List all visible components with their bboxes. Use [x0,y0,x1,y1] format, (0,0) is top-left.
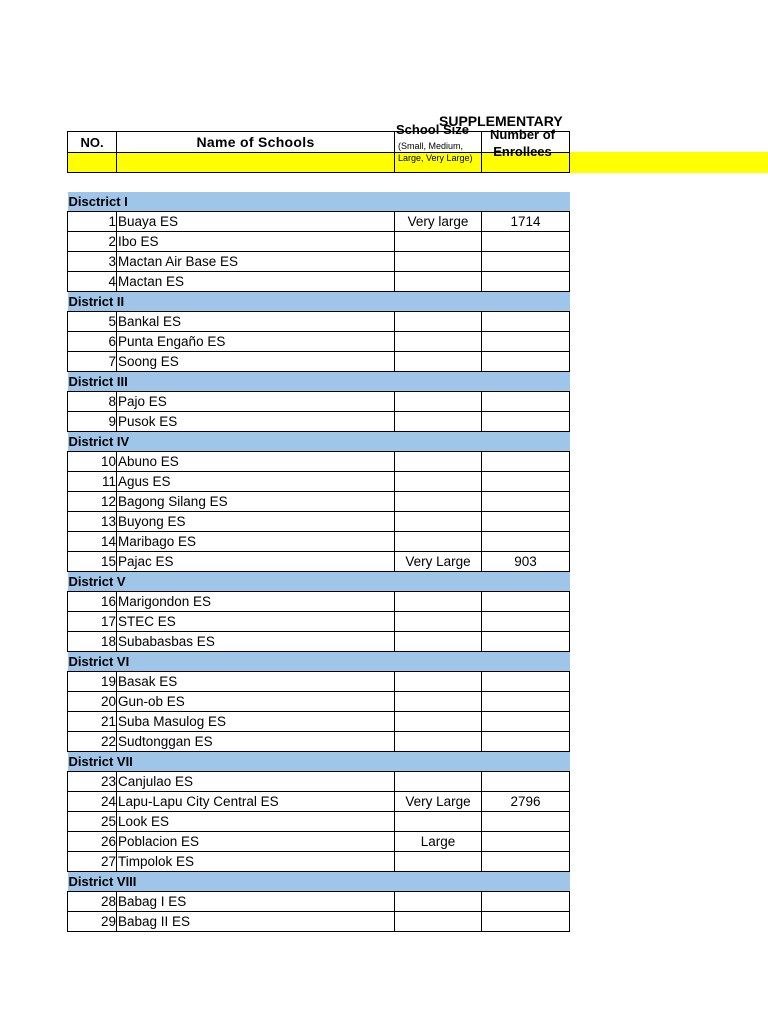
school-name-cell[interactable]: Mactan ES [117,272,395,292]
school-name-cell[interactable]: Babag II ES [117,912,395,932]
school-size-cell[interactable] [395,352,482,372]
size-hint-line1: (Small, Medium, [398,141,464,151]
school-name-cell[interactable]: Sudtonggan ES [117,732,395,752]
school-no-cell[interactable]: 26 [68,832,117,852]
table-row [68,772,570,792]
school-no-cell[interactable]: 14 [68,532,117,552]
school-size-cell[interactable] [395,452,482,472]
school-size-cell[interactable] [395,692,482,712]
header-school-size-label: School Size [396,122,469,137]
district-label[interactable]: District VI [68,652,570,672]
school-no-cell[interactable]: 16 [68,592,117,612]
table-row [68,512,570,532]
district-label[interactable]: District V [68,572,570,592]
table-row [68,672,570,692]
school-no-cell[interactable]: 29 [68,912,117,932]
school-enrollees-cell[interactable] [482,352,570,372]
school-size-cell[interactable] [395,912,482,932]
school-no-cell[interactable]: 21 [68,712,117,732]
school-enrollees-cell[interactable] [482,332,570,352]
school-name-cell[interactable]: Ibo ES [117,232,395,252]
header-no[interactable]: NO. [68,132,117,153]
school-no-cell[interactable]: 19 [68,672,117,692]
school-size-cell[interactable] [395,732,482,752]
table-row [68,232,570,252]
table-row [68,272,570,292]
school-enrollees-cell[interactable]: 903 [482,552,570,572]
school-no-cell[interactable]: 18 [68,632,117,652]
school-no-cell[interactable]: 6 [68,332,117,352]
school-size-cell[interactable] [395,712,482,732]
school-size-cell[interactable] [395,512,482,532]
table-row [68,732,570,752]
school-size-cell[interactable]: Very Large [395,552,482,572]
school-enrollees-cell[interactable] [482,412,570,432]
school-name-cell[interactable]: Suba Masulog ES [117,712,395,732]
school-enrollees-cell[interactable]: 1714 [482,212,570,232]
school-size-cell[interactable] [395,232,482,252]
school-enrollees-cell[interactable] [482,892,570,912]
table-row [68,392,570,412]
district-row [68,432,570,452]
school-enrollees-cell[interactable] [482,472,570,492]
table-row [68,492,570,512]
school-enrollees-cell[interactable] [482,272,570,292]
school-no-cell[interactable]: 5 [68,312,117,332]
table-row [68,352,570,372]
header-enrollees[interactable] [482,127,570,159]
school-enrollees-cell[interactable] [482,452,570,472]
school-no-cell[interactable]: 12 [68,492,117,512]
school-no-cell[interactable]: 11 [68,472,117,492]
school-name-cell[interactable]: Babag I ES [117,892,395,912]
district-row [68,652,570,672]
page-title: SUPPLEMENTARY [439,113,563,129]
school-no-cell[interactable]: 13 [68,512,117,532]
school-size-cell[interactable] [395,892,482,912]
table-row [68,632,570,652]
table-row [68,852,570,872]
school-enrollees-cell[interactable] [482,632,570,652]
school-enrollees-cell[interactable] [482,232,570,252]
school-name-cell[interactable]: Timpolok ES [117,852,395,872]
highlight-cell-name[interactable] [117,153,395,173]
district-label[interactable]: District II [68,292,570,312]
size-hint-line2: Large, Very Large) [398,153,473,163]
district-row [68,572,570,592]
header-enrollees-line1: Number of [490,127,555,142]
school-no-cell[interactable]: 8 [68,392,117,412]
highlight-cell-no[interactable] [68,153,117,173]
school-name-cell[interactable]: Agus ES [117,472,395,492]
school-no-cell[interactable]: 28 [68,892,117,912]
school-name-cell[interactable]: Mactan Air Base ES [117,252,395,272]
table-row [68,472,570,492]
district-label[interactable]: District III [68,372,570,392]
school-size-cell[interactable] [395,772,482,792]
district-row [68,372,570,392]
school-no-cell[interactable]: 25 [68,812,117,832]
school-no-cell[interactable]: 1 [68,212,117,232]
school-no-cell[interactable]: 10 [68,452,117,472]
district-row [68,292,570,312]
school-size-cell[interactable] [395,612,482,632]
school-size-cell[interactable] [395,252,482,272]
school-size-cell[interactable]: Very Large [395,792,482,812]
header-name-of-schools[interactable]: Name of Schools [117,132,395,153]
school-name-cell[interactable]: Bankal ES [117,312,395,332]
school-no-cell[interactable]: 22 [68,732,117,752]
table-row [68,892,570,912]
school-name-cell[interactable]: Maribago ES [117,532,395,552]
school-size-cell[interactable]: Very large [395,212,482,232]
school-no-cell[interactable]: 23 [68,772,117,792]
school-enrollees-cell[interactable] [482,592,570,612]
highlight-cell-size[interactable] [395,141,482,173]
school-size-cell[interactable] [395,492,482,512]
school-no-cell[interactable]: 17 [68,612,117,632]
school-size-cell[interactable] [395,312,482,332]
school-enrollees-cell[interactable] [482,712,570,732]
school-enrollees-cell[interactable] [482,732,570,752]
table-row [68,332,570,352]
school-name-cell[interactable]: Pusok ES [117,412,395,432]
school-no-cell[interactable]: 4 [68,272,117,292]
school-size-cell[interactable] [395,812,482,832]
school-name-cell[interactable]: Canjulao ES [117,772,395,792]
school-size-cell[interactable] [395,392,482,412]
school-name-cell[interactable]: Punta Engaño ES [117,332,395,352]
school-name-cell[interactable]: Marigondon ES [117,592,395,612]
school-no-cell[interactable]: 7 [68,352,117,372]
header-enrollees-label [490,126,555,160]
table-row [68,212,570,232]
school-size-cell[interactable] [395,412,482,432]
school-size-cell[interactable] [395,272,482,292]
school-name-cell[interactable]: STEC ES [117,612,395,632]
school-enrollees-cell[interactable] [482,852,570,872]
district-label[interactable]: District IV [68,432,570,452]
table-row [68,252,570,272]
school-name-cell[interactable]: Gun-ob ES [117,692,395,712]
table-row [68,712,570,732]
school-name-cell[interactable]: Basak ES [117,672,395,692]
table-row [68,612,570,632]
school-no-cell[interactable]: 3 [68,252,117,272]
school-enrollees-cell[interactable] [482,672,570,692]
table-row [68,912,570,932]
table-row [68,812,570,832]
school-name-cell[interactable]: Bagong Silang ES [117,492,395,512]
school-name-cell[interactable]: Subabasbas ES [117,632,395,652]
spacer-row [68,173,570,193]
school-name-cell[interactable]: Abuno ES [117,452,395,472]
school-name-cell[interactable]: Look ES [117,812,395,832]
school-enrollees-cell[interactable] [482,512,570,532]
table-row [68,592,570,612]
school-size-cell[interactable] [395,672,482,692]
school-no-cell[interactable]: 15 [68,552,117,572]
school-no-cell[interactable]: 2 [68,232,117,252]
schools-table [67,122,570,932]
school-enrollees-cell[interactable] [482,492,570,512]
school-size-cell[interactable] [395,532,482,552]
district-row [68,192,570,212]
table-row [68,452,570,472]
school-enrollees-cell[interactable]: 2796 [482,792,570,812]
school-enrollees-cell[interactable] [482,252,570,272]
table-row [68,312,570,332]
school-no-cell[interactable]: 27 [68,852,117,872]
school-enrollees-cell[interactable] [482,612,570,632]
school-name-cell[interactable]: Soong ES [117,352,395,372]
district-label[interactable]: District VIII [68,872,570,892]
table-row [68,792,570,812]
school-enrollees-cell[interactable] [482,812,570,832]
school-size-cell[interactable] [395,472,482,492]
school-name-cell[interactable]: Buyong ES [117,512,395,532]
school-enrollees-cell[interactable] [482,312,570,332]
school-name-cell[interactable]: Poblacion ES [117,832,395,852]
school-enrollees-cell[interactable] [482,392,570,412]
school-name-cell[interactable]: Pajo ES [117,392,395,412]
header-enrollees-line2: Enrollees [493,144,552,159]
school-size-cell[interactable] [395,632,482,652]
district-label[interactable]: Disctrict I [68,192,570,212]
table-row [68,532,570,552]
school-name-cell[interactable]: Pajac ES [117,552,395,572]
school-no-cell[interactable]: 20 [68,692,117,712]
table-row [68,832,570,852]
school-size-cell[interactable] [395,852,482,872]
school-name-cell[interactable]: Lapu-Lapu City Central ES [117,792,395,812]
school-enrollees-cell[interactable] [482,912,570,932]
school-size-cell[interactable] [395,592,482,612]
school-no-cell[interactable]: 9 [68,412,117,432]
table-row [68,552,570,572]
school-size-cell[interactable] [395,332,482,352]
district-row [68,752,570,772]
district-row [68,872,570,892]
school-size-cell[interactable]: Large [395,832,482,852]
table-row [68,412,570,432]
school-enrollees-cell[interactable] [482,692,570,712]
table-row [68,692,570,712]
school-enrollees-cell[interactable] [482,772,570,792]
school-name-cell[interactable]: Buaya ES [117,212,395,232]
school-enrollees-cell[interactable] [482,832,570,852]
school-enrollees-cell[interactable] [482,532,570,552]
header-school-size-hint [398,140,473,164]
header-row [68,132,570,153]
school-no-cell[interactable]: 24 [68,792,117,812]
district-label[interactable]: District VII [68,752,570,772]
